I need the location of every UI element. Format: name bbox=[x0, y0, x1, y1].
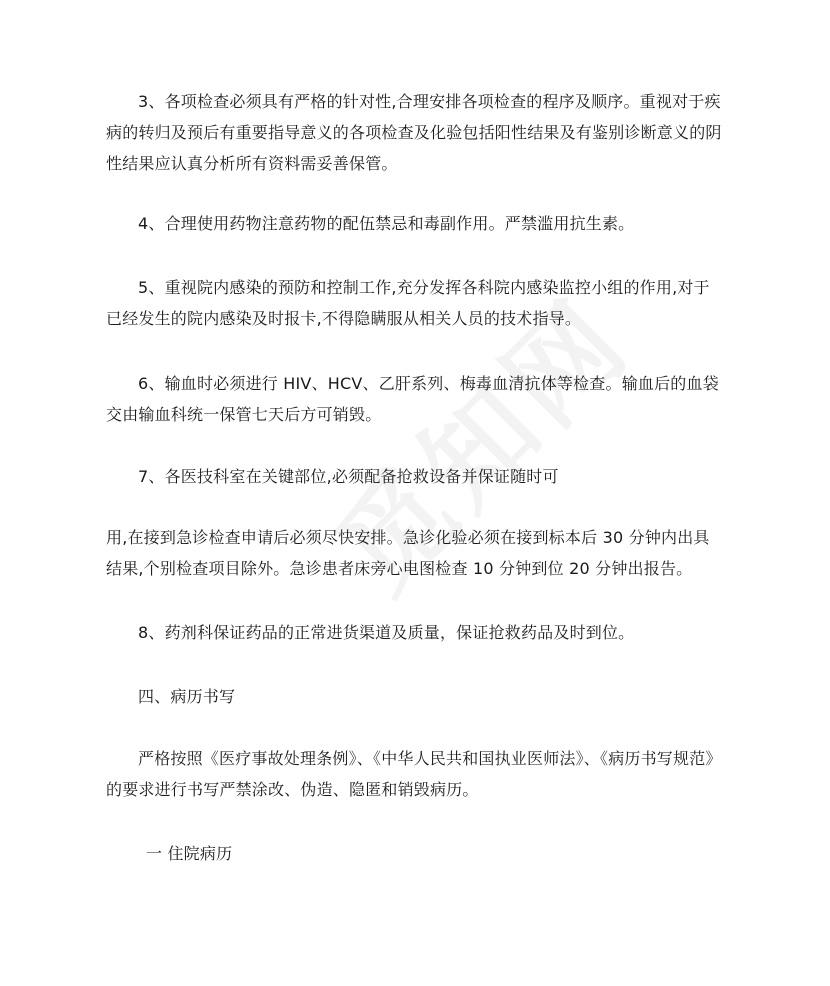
section-heading-medical-records: 四、病历书写 bbox=[138, 687, 236, 706]
paragraph-medical-records-rules: 严格按照《医疗事故处理条例》、《中华人民共和国执业医师法》、《病历书写规范》的要求进行书写严禁涂改、伪造、隐匿和销毁病历。 bbox=[106, 749, 722, 799]
paragraph-item-3: 3、各项检查必须具有严格的针对性,合理安排各项检查的程序及顺序。重视对于疾病的转归及预后有重要指导意义的各项检查及化验包括阳性结果及有鉴别诊断意义的阴性结果应认真分析所有资料需妥善保管。 bbox=[106, 92, 722, 173]
paragraph-item-5: 5、重视院内感染的预防和控制工作,充分发挥各科院内感染监控小组的作用,对于已经发生的院内感染及时报卡,不得隐瞒服从相关人员的技术指导。 bbox=[106, 278, 710, 328]
paragraph-item-6: 6、输血时必须进行 HIV、HCV、乙肝系列、梅毒血清抗体等检查。输血后的血袋交由输血科统一保管七天后方可销毁。 bbox=[106, 374, 719, 424]
paragraph-item-4: 4、合理使用药物注意药物的配伍禁忌和毒副作用。严禁滥用抗生素。 bbox=[138, 214, 635, 233]
paragraph-item-8: 8、药剂科保证药品的正常进货渠道及质量，保证抢救药品及时到位。 bbox=[138, 623, 635, 642]
paragraph-item-7-continued: 用,在接到急诊检查申请后必须尽快安排。急诊化验必须在接到标本后 30 分钟内出具结果,个别检查项目除外。急诊患者床旁心电图检查 10 分钟到位 20 分钟出报告。 bbox=[106, 528, 710, 578]
paragraph-item-7: 7、各医技科室在关键部位,必须配备抢救设备并保证随时可 bbox=[138, 467, 559, 486]
subheading-inpatient-records: 一 住院病历 bbox=[146, 844, 233, 863]
